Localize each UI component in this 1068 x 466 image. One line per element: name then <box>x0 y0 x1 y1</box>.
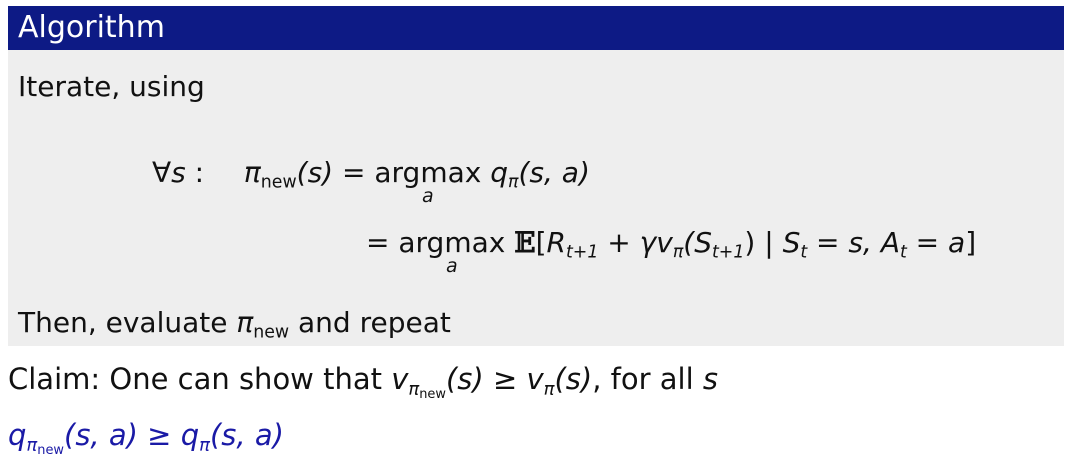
open-bracket: [ <box>535 226 547 259</box>
state-subscript: t+1 <box>711 242 745 263</box>
forall-var: s <box>171 156 186 189</box>
q-pi-subscript: π <box>199 434 210 456</box>
given-bar: | <box>755 226 783 259</box>
claim-suffix: , for all <box>592 362 703 396</box>
q-arguments: (s, a) <box>518 156 590 189</box>
then-pi: π <box>236 306 254 339</box>
reward-symbol: R <box>546 226 566 259</box>
claim-v2-arg: (s) <box>554 362 593 396</box>
argmax-operator: argmax a <box>398 226 506 277</box>
at-equals-a: = a <box>906 226 966 259</box>
reward-subscript: t+1 <box>566 242 599 263</box>
q-geq: ≥ <box>137 418 181 452</box>
claim-prefix: Claim: One can show that <box>8 362 392 396</box>
q-new-subsubscript: new <box>37 442 64 458</box>
at-symbol: A <box>880 226 900 259</box>
pi-symbol: π <box>243 156 261 189</box>
argmax-operator: argmax a <box>374 156 482 207</box>
claim-v-subscript: πnew <box>408 378 446 402</box>
st-subscript: t <box>800 242 808 263</box>
intro-text: Iterate, using <box>18 70 205 103</box>
new-subscript: new <box>260 172 297 193</box>
equals-sign: = <box>366 226 390 259</box>
state-open: (S <box>683 226 712 259</box>
q-new-subscript: πnew <box>26 434 64 458</box>
argmax-subscript: a <box>446 255 458 277</box>
q-pi-symbol: q <box>180 418 200 452</box>
claim-s: s <box>702 362 718 396</box>
then-new-subscript: new <box>253 322 290 343</box>
q-symbol: q <box>490 156 509 189</box>
at-subscript: t <box>899 242 907 263</box>
then-prefix: Then, evaluate <box>18 306 237 339</box>
expectation-symbol: 𝔼 <box>514 226 536 259</box>
claim-v2: v <box>526 362 544 396</box>
equals-sign: = <box>342 156 366 189</box>
st-equals-s: = s, <box>807 226 881 259</box>
block-title: Algorithm <box>8 6 1064 50</box>
state-close: ) <box>744 226 756 259</box>
pi-argument: (s) <box>296 156 334 189</box>
plus-gamma: + γ <box>598 226 657 259</box>
close-bracket: ] <box>965 226 977 259</box>
claim-v-arg: (s) <box>445 362 484 396</box>
q-new-arg: (s, a) <box>64 418 138 452</box>
claim-v: v <box>391 362 409 396</box>
equation-line-2 <box>366 226 977 277</box>
then-evaluate-text <box>18 306 451 343</box>
colon: : <box>194 156 205 189</box>
st-symbol: S <box>782 226 801 259</box>
equation-line-1 <box>152 156 590 207</box>
v-symbol: v <box>656 226 673 259</box>
argmax-subscript: a <box>422 185 434 207</box>
forall-symbol: ∀ <box>152 156 172 189</box>
algorithm-block <box>8 6 1064 346</box>
claim-geq: ≥ <box>483 362 527 396</box>
v-subscript: π <box>672 242 684 263</box>
q-subscript: π <box>508 172 519 193</box>
q-pi-arg: (s, a) <box>209 418 284 452</box>
then-tail: and repeat <box>289 306 451 339</box>
q-new-symbol: q <box>8 418 27 452</box>
claim-v-subsubscript: new <box>419 386 446 402</box>
q-inequality-line <box>8 418 284 458</box>
claim-line <box>8 362 718 402</box>
claim-v2-subscript: π <box>543 378 555 400</box>
